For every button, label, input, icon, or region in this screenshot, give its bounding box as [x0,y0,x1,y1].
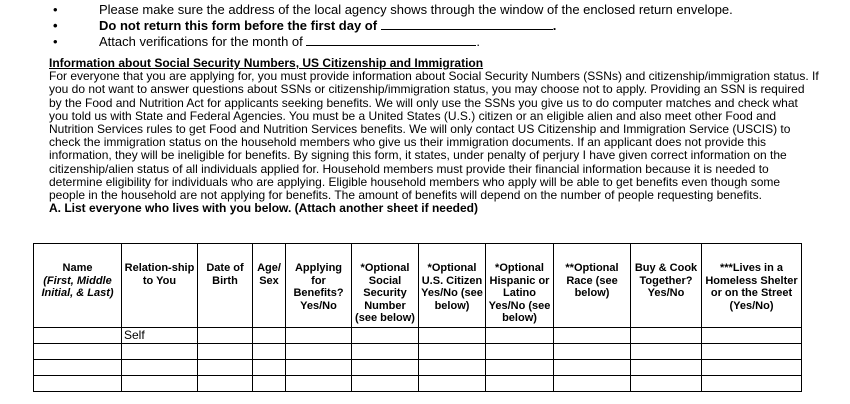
table-cell[interactable] [122,375,198,391]
table-cell[interactable] [198,327,253,343]
instructions-list [38,2,818,50]
table-cell[interactable] [352,327,419,343]
table-cell[interactable] [702,343,802,359]
table-cell[interactable] [286,343,352,359]
ssn-citizenship-section [49,57,819,215]
instruction-text: Please make sure the address of the local agency shows through the window of the enclosed return envelope. [99,2,733,17]
table-cell[interactable] [34,327,122,343]
table-cell[interactable] [419,375,486,391]
column-header-ssn: *Optional Social Security Number (see below) [352,244,419,328]
table-cell[interactable] [34,359,122,375]
column-header-name [34,244,122,328]
instruction-suffix: . [476,34,481,49]
table-cell[interactable]: Self [122,327,198,343]
table-cell[interactable] [702,375,802,391]
household-members-table [33,243,802,392]
column-header-label: Name [62,262,93,274]
table-cell[interactable] [702,359,802,375]
table-cell[interactable] [198,359,253,375]
column-header-date-of-birth: Date of Birth [198,244,253,328]
table-cell[interactable] [486,359,554,375]
table-cell[interactable] [554,343,631,359]
table-cell[interactable] [286,327,352,343]
column-header-applying: Applying for Benefits? Yes/No [286,244,352,328]
table-body [34,327,802,391]
column-header-homeless: ***Lives in a Homeless Shelter or on the Street (Yes/No) [702,244,802,328]
instruction-item [38,18,818,34]
table-cell[interactable] [486,327,554,343]
table-cell[interactable] [253,343,286,359]
bullet-icon: • [53,2,58,17]
table-cell[interactable] [34,343,122,359]
column-header-us-citizen: *Optional U.S. Citizen Yes/No (see below) [419,244,486,328]
table-cell[interactable] [554,359,631,375]
table-row [34,375,802,391]
instruction-suffix: . [552,18,557,33]
table-row [34,343,802,359]
table-cell[interactable] [631,359,702,375]
table-cell[interactable] [352,375,419,391]
bullet-icon: • [53,18,58,33]
section-title: Information about Social Security Numbers, US Citizenship and Immigration [49,56,484,70]
column-header-relationship: Relation-ship to You [122,244,198,328]
table-cell[interactable] [34,375,122,391]
table-cell[interactable] [122,343,198,359]
column-header-hispanic: *Optional Hispanic or Latino Yes/No (see below) [486,244,554,328]
table-cell[interactable] [253,327,286,343]
table-row [34,359,802,375]
column-header-race: **Optional Race (see below) [554,244,631,328]
verification-month-blank-field[interactable] [306,34,476,46]
table-cell[interactable] [631,343,702,359]
bullet-icon: • [53,34,58,49]
table-cell[interactable] [419,343,486,359]
instruction-item [38,34,818,50]
household-list-heading: A. List everyone who lives with you below. (Attach another sheet if needed) [49,201,478,216]
section-body: For everyone that you are applying for, you must provide information about Social Security Numbers (SSNs) and citizenship/immigration status. If you do not want to answer questions about SSNs or citizenship/immigration status, you may choose not to apply. Providing an SSN is required by the Food and Nutrition Act for applicants seeking benefits. We will only use the SSNs you give us to do computer matches and check what you told us with State and Federal Agencies. You must be a United States (U.S.) citizen or an eligible alien and also meet other Food and Nutrition Services rules to get Food and Nutrition Services benefits. We will only contact US Citizenship and Immigration Service (USCIS) to check the immigration status on the household members who give us their immigration documents. If an applicant does not provide this information, they will be ineligible for benefits. By signing this form, it states, under penalty of perjury I have given correct information on the citizenship/alien status of all individuals applied for. Household members must provide their financial information because it is needed to determine eligibility for individuals who are applying. Eligible household members who apply will be able to get benefits even though some people in the household are not applying for benefits. The amount of benefits will depend on the number of people requesting benefits. [49,69,819,203]
table-cell[interactable] [486,375,554,391]
table-cell[interactable] [554,327,631,343]
instruction-item [38,2,818,18]
table-header-row [34,244,802,328]
table-cell[interactable] [554,375,631,391]
table-cell[interactable] [352,343,419,359]
table-cell[interactable] [198,343,253,359]
table-cell[interactable] [352,359,419,375]
instruction-text: Do not return this form before the first day of [99,18,378,33]
table-cell[interactable] [419,359,486,375]
table-cell[interactable] [486,343,554,359]
first-day-blank-field[interactable] [381,18,553,30]
instruction-text-with-blank [99,18,556,34]
table-cell[interactable] [122,359,198,375]
table-cell[interactable] [631,375,702,391]
table-cell[interactable] [286,359,352,375]
instruction-text: Attach verifications for the month of [99,34,303,49]
table-row [34,327,802,343]
column-header-sublabel: (First, Middle Initial, & Last) [41,274,114,299]
table-cell[interactable] [419,327,486,343]
table-cell[interactable] [702,327,802,343]
table-cell[interactable] [286,375,352,391]
column-header-age-sex: Age/ Sex [253,244,286,328]
table-cell[interactable] [253,375,286,391]
column-header-buy-cook: Buy & Cook Together? Yes/No [631,244,702,328]
table-cell[interactable] [631,327,702,343]
table-cell[interactable] [198,375,253,391]
table-cell[interactable] [253,359,286,375]
instruction-text-with-blank [99,34,480,50]
